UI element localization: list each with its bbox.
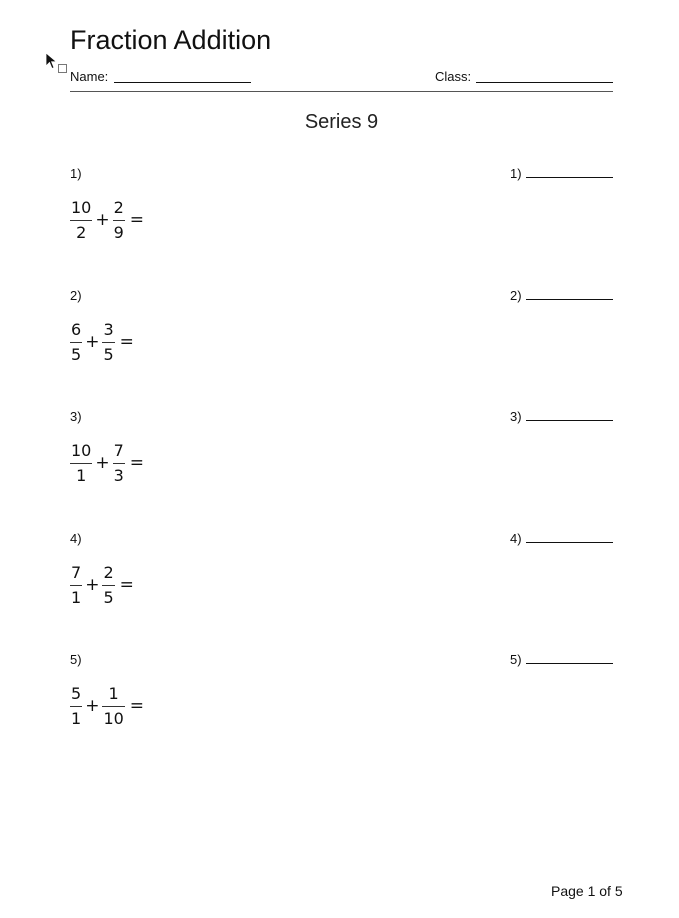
fraction-bar: [70, 220, 92, 221]
denominator: 1: [71, 587, 82, 607]
numerator: 10: [71, 197, 92, 217]
answer-number: 3): [510, 409, 522, 424]
numerator: 6: [71, 319, 82, 339]
plus-sign: +: [85, 575, 100, 595]
fraction-bar: [70, 463, 92, 464]
first-fraction: [70, 684, 82, 729]
answer-blank[interactable]: [526, 663, 613, 664]
answer-blank[interactable]: [526, 542, 613, 543]
equals-sign: =: [119, 332, 134, 352]
answer-blank[interactable]: [526, 177, 613, 178]
first-fraction: [70, 320, 82, 365]
plus-sign: +: [95, 210, 110, 230]
answer-number: 2): [510, 288, 522, 303]
fraction-bar: [70, 342, 82, 343]
denominator: 1: [76, 465, 87, 485]
fraction-bar: [102, 706, 124, 707]
denominator: 1: [71, 708, 82, 728]
mouse-pointer-icon: [45, 52, 59, 70]
class-field[interactable]: [476, 82, 613, 83]
numerator: 5: [71, 683, 82, 703]
numerator: 10: [71, 440, 92, 460]
equals-sign: =: [129, 453, 145, 473]
numerator: 2: [103, 562, 114, 582]
checkbox[interactable]: [58, 64, 67, 73]
answer-blank[interactable]: [526, 299, 613, 300]
second-fraction: [113, 198, 125, 243]
fraction-bar: [113, 463, 125, 464]
first-fraction: [70, 198, 92, 243]
fraction-expression: [70, 439, 144, 487]
denominator: 3: [113, 465, 124, 485]
equals-sign: =: [129, 696, 145, 716]
first-fraction: [70, 441, 92, 486]
answer-blank[interactable]: [526, 420, 613, 421]
worksheet-title: Fraction Addition: [70, 25, 272, 55]
problem-number: 4): [70, 531, 82, 546]
answer-number: 1): [510, 166, 522, 181]
equals-sign: =: [119, 575, 134, 595]
fraction-expression: [70, 682, 144, 730]
plus-sign: +: [85, 332, 100, 352]
numerator: 7: [113, 440, 124, 460]
problem-number: 5): [70, 652, 82, 667]
denominator: 5: [103, 587, 114, 607]
fraction-expression: [70, 561, 134, 609]
second-fraction: [102, 320, 114, 365]
page-indicator: Page 1 of 5: [551, 883, 623, 899]
header-divider: [70, 91, 613, 92]
fraction-bar: [102, 342, 114, 343]
fraction-bar: [70, 585, 82, 586]
problem-number: 1): [70, 166, 82, 181]
numerator: 3: [103, 319, 114, 339]
class-label: Class:: [435, 69, 472, 84]
denominator: 9: [113, 222, 124, 242]
fraction-bar: [70, 706, 82, 707]
denominator: 2: [76, 222, 87, 242]
denominator: 10: [103, 708, 124, 728]
denominator: 5: [103, 344, 114, 364]
numerator: 7: [71, 562, 82, 582]
problem-number: 2): [70, 288, 82, 303]
denominator: 5: [71, 344, 82, 364]
fraction-bar: [102, 585, 114, 586]
name-field[interactable]: [114, 82, 251, 83]
fraction-bar: [113, 220, 125, 221]
fraction-expression: [70, 196, 144, 244]
series-title: Series 9: [304, 111, 379, 133]
plus-sign: +: [95, 453, 110, 473]
numerator: 1: [108, 683, 119, 703]
second-fraction: [113, 441, 125, 486]
second-fraction: [102, 684, 124, 729]
answer-number: 4): [510, 531, 522, 546]
second-fraction: [102, 563, 114, 608]
equals-sign: =: [129, 210, 145, 230]
first-fraction: [70, 563, 82, 608]
plus-sign: +: [85, 696, 100, 716]
problem-number: 3): [70, 409, 82, 424]
fraction-expression: [70, 318, 134, 366]
answer-number: 5): [510, 652, 522, 667]
name-label: Name:: [70, 69, 109, 84]
numerator: 2: [113, 197, 124, 217]
